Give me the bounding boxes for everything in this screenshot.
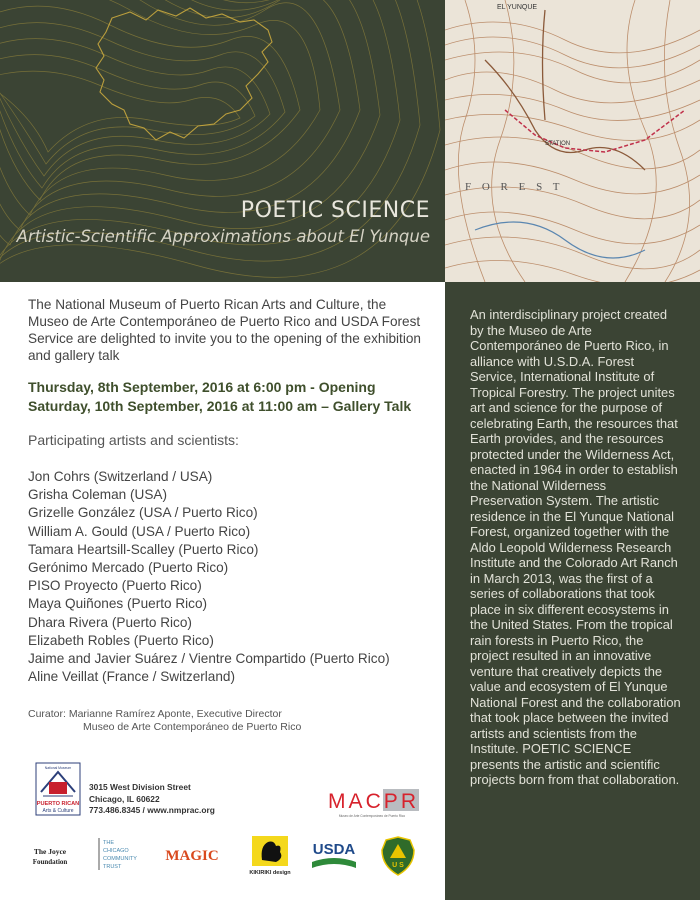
artist-item: Maya Quiñones (Puerto Rico) bbox=[28, 596, 208, 612]
macpr-logo-sub: Museo de Arte Contemporáneo de Puerto Rico bbox=[338, 814, 406, 818]
kikiriki-design-logo bbox=[248, 836, 292, 876]
artist-item: Dhara Rivera (Puerto Rico) bbox=[28, 614, 192, 630]
curator-credit bbox=[28, 708, 428, 734]
artist-item: Tamara Heartsill-Scalley (Puerto Rico) bbox=[28, 541, 259, 557]
forest-service-logo-text: U S bbox=[392, 862, 404, 869]
joyce-foundation-logo bbox=[30, 842, 70, 870]
svg-text:THE: THE bbox=[103, 840, 114, 846]
curator-institution: Museo de Arte Contemporáneo de Puerto Rico bbox=[83, 721, 302, 734]
sponsor-logos bbox=[30, 836, 430, 876]
joyce-line2: Foundation bbox=[32, 858, 68, 866]
address-contact: 773.486.8345 / www.nmprac.org bbox=[89, 805, 215, 815]
artist-item: Gerónimo Mercado (Puerto Rico) bbox=[28, 560, 229, 576]
forest-service-shield-logo bbox=[380, 836, 416, 876]
macpr-logo bbox=[326, 787, 419, 819]
artist-item: PISO Proyecto (Puerto Rico) bbox=[28, 578, 202, 594]
exhibition-title: POETIC SCIENCE bbox=[240, 198, 430, 223]
curator-line: Curator: Marianne Ramírez Aponte, Executive Director bbox=[28, 708, 282, 721]
museum-logo-top: National Museum bbox=[44, 766, 72, 770]
map-label-station: STATION bbox=[545, 141, 571, 147]
museum-logo-sub: Arts & Culture bbox=[42, 808, 74, 814]
artist-item: Jaime and Javier Suárez / Vientre Compartido (Puerto Rico) bbox=[28, 651, 390, 667]
exhibition-subtitle: Artistic-Scientific Approximations about El Yunque bbox=[16, 227, 430, 246]
national-museum-logo bbox=[35, 762, 81, 816]
address-city: Chicago, IL 60622 bbox=[89, 793, 160, 804]
topo-map-graphic bbox=[445, 0, 700, 282]
title-block bbox=[17, 198, 430, 246]
artist-item: Elizabeth Robles (Puerto Rico) bbox=[28, 632, 214, 648]
artist-item: Grisha Coleman (USA) bbox=[28, 487, 167, 503]
usda-logo bbox=[310, 838, 358, 874]
event-dates bbox=[28, 378, 428, 416]
participants-heading: Participating artists and scientists: bbox=[28, 432, 239, 448]
description-panel bbox=[445, 282, 700, 900]
address-street: 3015 West Division Street bbox=[89, 782, 191, 792]
magic-logo-text: MAGIC bbox=[165, 848, 219, 864]
svg-text:COMMUNITY: COMMUNITY bbox=[103, 856, 137, 862]
header-banner bbox=[0, 0, 700, 282]
opening-date: Thursday, 8th September, 2016 at 6:00 pm - Opening bbox=[28, 379, 376, 395]
project-description: An interdisciplinary project created by the Museo de Arte Contemporáneo de Puerto Rico, in alliance with U.S.D.A. Forest Service, International Institute of Tropical Forestry. The project unites art and science for the purpose of celebrating Earth, the resources that Earth provides, and the resources protected under the Wilderness Act, enacted in 1964 in order to establish the National Wilderness Preservation System. The artistic residence in the El Yunque National Forest, organized together with the Aldo Leopold Wilderness Research Institute and the Colorado Art Ranch in March 2013, was the first of a series of collaborations that took place in six different ecosystems in the United States. From the tropical rain forests in Puerto Rico, the project resulted in an innovative venture that creatively depicts the value and ecosystem of El Yunque National Forest and the collaboration that took place between the invited artists and scientists from the Institute. POETIC SCIENCE presents the artistic and scientific projects born from that collaboration. bbox=[470, 307, 681, 787]
intro-paragraph: The National Museum of Puerto Rican Arts and Culture, the Museo de Arte Contemporáneo de Puerto Rico and USDA Forest Service are delighted to invite you to the opening of the exhibition and gallery talk bbox=[28, 297, 421, 363]
map-label-el-yunque: EL YUNQUE bbox=[497, 4, 538, 11]
artist-item: Jon Cohrs (Switzerland / USA) bbox=[28, 469, 213, 484]
chicago-community-trust-logo bbox=[98, 836, 158, 876]
museum-address bbox=[89, 782, 215, 817]
artist-list bbox=[28, 468, 428, 686]
magic-logo bbox=[162, 844, 222, 868]
artist-item: Grizelle González (USA / Puerto Rico) bbox=[28, 505, 258, 521]
artist-item: William A. Gould (USA / Puerto Rico) bbox=[28, 523, 251, 539]
joyce-line1: The Joyce bbox=[33, 847, 67, 856]
invitation-body bbox=[28, 296, 428, 734]
artist-item: Aline Veillat (France / Switzerland) bbox=[28, 669, 236, 685]
usda-logo-text: USDA bbox=[312, 841, 356, 858]
svg-text:TRUST: TRUST bbox=[103, 864, 122, 870]
gallery-talk-date: Saturday, 10th September, 2016 at 11:00 am – Gallery Talk bbox=[28, 398, 412, 414]
svg-text:CHICAGO: CHICAGO bbox=[103, 848, 129, 854]
topographic-map bbox=[445, 0, 700, 282]
kikiriki-logo-text: KIKIRIKI design bbox=[249, 870, 291, 876]
map-label-forest: F O R E S T bbox=[465, 181, 564, 193]
macpr-logo-text: MACPR bbox=[328, 790, 416, 813]
museum-logo-main: PUERTO RICAN bbox=[36, 801, 80, 807]
